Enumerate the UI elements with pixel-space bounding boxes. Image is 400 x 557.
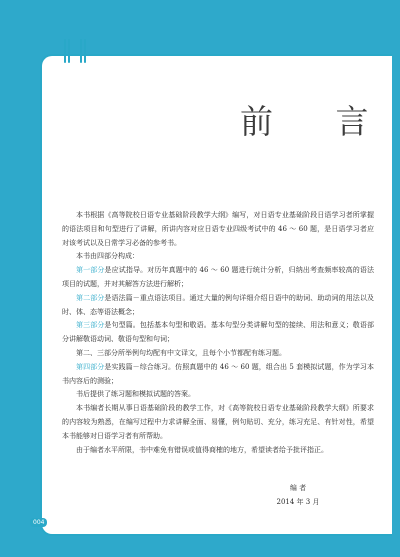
paragraph [62,250,374,264]
paragraph [62,264,374,292]
paragraph-text: 是句型篇。包括基本句型和敬语。基本句型分类讲解句型的接续、用法和意义；敬语部分讲解敬语动词、敬语句型和句词； [62,321,374,344]
paragraph-text: 本书由四部分构成： [76,252,139,261]
paragraph [62,209,374,250]
paragraph-text: 是应试指导。对历年真题中的 46 ～ 60 题进行统计分析，归纳出考查频率较高的语法项目的试题，并对其解答方法进行解析； [62,266,374,288]
paragraph [62,444,374,458]
binder-clip-left [64,39,70,63]
page-title: 前 言 [240,102,395,141]
paragraph [62,402,374,443]
paragraph [62,347,374,361]
paragraph-text: 本书根据《高等院校日语专业基础阶段教学大纲》编写，对日语专业基础阶段日语学习者所掌握的语法项目和句型进行了讲解，所讲内容对应日语专业四级考试中的 46 ～ 60 题，是日语学习者应对该考试以及日常学习必备的参考书。 [62,211,374,247]
paragraph-text: 是语法篇－重点语法项目。通过大量的例句详细介绍日语中的助词、助动词的用法以及时、体、态等语法概念； [62,293,374,316]
paragraph-text: 第二、三部分所举例句均配有中文译文，且每个小节都配有练习题。 [76,348,286,357]
paragraph-text: 本书编者长期从事日语基础阶段的教学工作，对《高等院校日语专业基础阶段教学大纲》所要求的内容较为熟悉，在编写过程中力求讲解全面、易懂，例句贴切、充分，练习充足、有针对性，希望本书能够对日语学习者有所帮助。 [62,404,374,440]
signature-author: 编 者 [289,484,307,492]
signature [258,481,338,509]
paragraph [62,292,374,320]
section-lead: 第三部分 [76,321,105,330]
section-lead: 第一部分 [76,266,105,275]
section-lead: 第二部分 [76,293,105,302]
paragraph [62,388,374,402]
page-number: 004 [30,518,47,527]
paragraph-text: 是实践篇－综合练习。仿照真题中的 46 ～ 60 题，组合出 5 套模拟试题，作为学习本书内容后的测验； [62,362,374,385]
paragraph-text: 由于编者水平所限，书中难免有错误或值得商榷的地方，希望读者给予批评指正。 [76,445,328,454]
paragraph-text: 书后提供了练习题和模拟试题的答案。 [76,390,195,399]
paragraph [62,319,374,347]
signature-date: 2014 年 3 月 [276,498,320,506]
preface-body [62,209,374,457]
paragraph [62,361,374,389]
section-lead: 第四部分 [76,362,105,371]
binder-clip-right [80,39,86,63]
